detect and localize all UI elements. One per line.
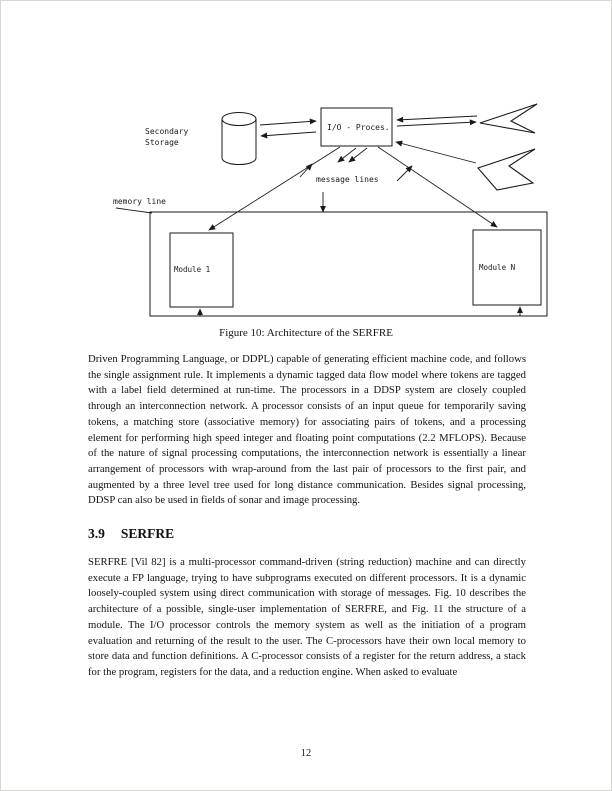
serfre-architecture-diagram bbox=[0, 0, 612, 330]
message-line-arrow-1 bbox=[338, 148, 356, 162]
memory-line-lead bbox=[116, 208, 152, 213]
arrow-io-to-modulen bbox=[378, 147, 497, 227]
secondary-storage-cylinder bbox=[222, 113, 256, 165]
message-lines-label: message lines bbox=[316, 175, 379, 184]
page-number: 12 bbox=[300, 748, 312, 759]
arrow-io-to-module1 bbox=[209, 147, 340, 230]
io-processor-box bbox=[321, 108, 392, 146]
io-processor-label: I/O - Proces. bbox=[327, 123, 390, 132]
memory-line-label: memory line bbox=[113, 197, 166, 206]
figure-caption: Figure 10: Architecture of the SERFRE bbox=[219, 327, 393, 339]
module-n-box bbox=[473, 230, 541, 305]
arrow-terminal2-to-io bbox=[396, 142, 476, 163]
terminal-shape-2 bbox=[478, 149, 535, 190]
arrow-terminal1-to-io bbox=[397, 116, 477, 120]
paragraph-ddpl: Driven Programming Language, or DDPL) capable of generating efficient machine code, and follows the single assignment rule. It implements a dynamic tagged data flow model where tokens are tagged with a label field determined at run-time. The processors in a DDSP system are closely coupled through an interconnection network. A processor consists of an input queue for temporarily saving tokens, a matching store (associative memory) for associating pairs of tokens, and a processing element for performing high speed integer and floating point computations (2.2 MFLOPS). Because of the nature of signal processing computations, the interconnection network is essentially a linear arrangement of processors with wrap-around from the last pair of processors to the first pair, and augmented by a three level tree used for long distance communication. Besides signal processing, DDSP can also be used in fields of sonar and image processing. bbox=[88, 353, 526, 507]
arrow-storage-to-io bbox=[260, 121, 316, 125]
section-number: 3.9 bbox=[88, 526, 105, 542]
body-text bbox=[88, 352, 526, 698]
paragraph-serfre: SERFRE [Vil 82] is a multi-processor command-driven (string reduction) machine and can directly execute a FP language, trying to have subprograms executed on different processors. It is a dynamic loosely-coupled system using direct communication with storage of messages. Fig. 10 describes the architecture of a possible, single-user implementation of SERFRE, and Fig. 11 the structure of a module. The I/O processor controls the memory system as well as the initiation of a program evaluation and returning of the result to the user. The C-processors have their own local memory to store data and function definitions. A C-processor consists of a register for the return address, a stack for the program, registers for the data, and a reduction engine. When asked to evaluate bbox=[88, 556, 526, 678]
arrow-io-to-terminal1 bbox=[397, 122, 476, 126]
arrow-io-to-storage bbox=[261, 132, 316, 136]
section-title: SERFRE bbox=[120, 526, 175, 542]
module-n-label: Module N bbox=[479, 263, 516, 272]
module-1-label: Module 1 bbox=[174, 265, 211, 274]
module-1-box bbox=[170, 233, 233, 307]
secondary-storage-label-line1: Secondary bbox=[145, 127, 189, 136]
secondary-storage-label-line2: Storage bbox=[145, 138, 179, 147]
terminal-shape-1 bbox=[480, 104, 537, 133]
message-line-arrow-2 bbox=[349, 148, 367, 162]
section-heading bbox=[88, 526, 526, 542]
